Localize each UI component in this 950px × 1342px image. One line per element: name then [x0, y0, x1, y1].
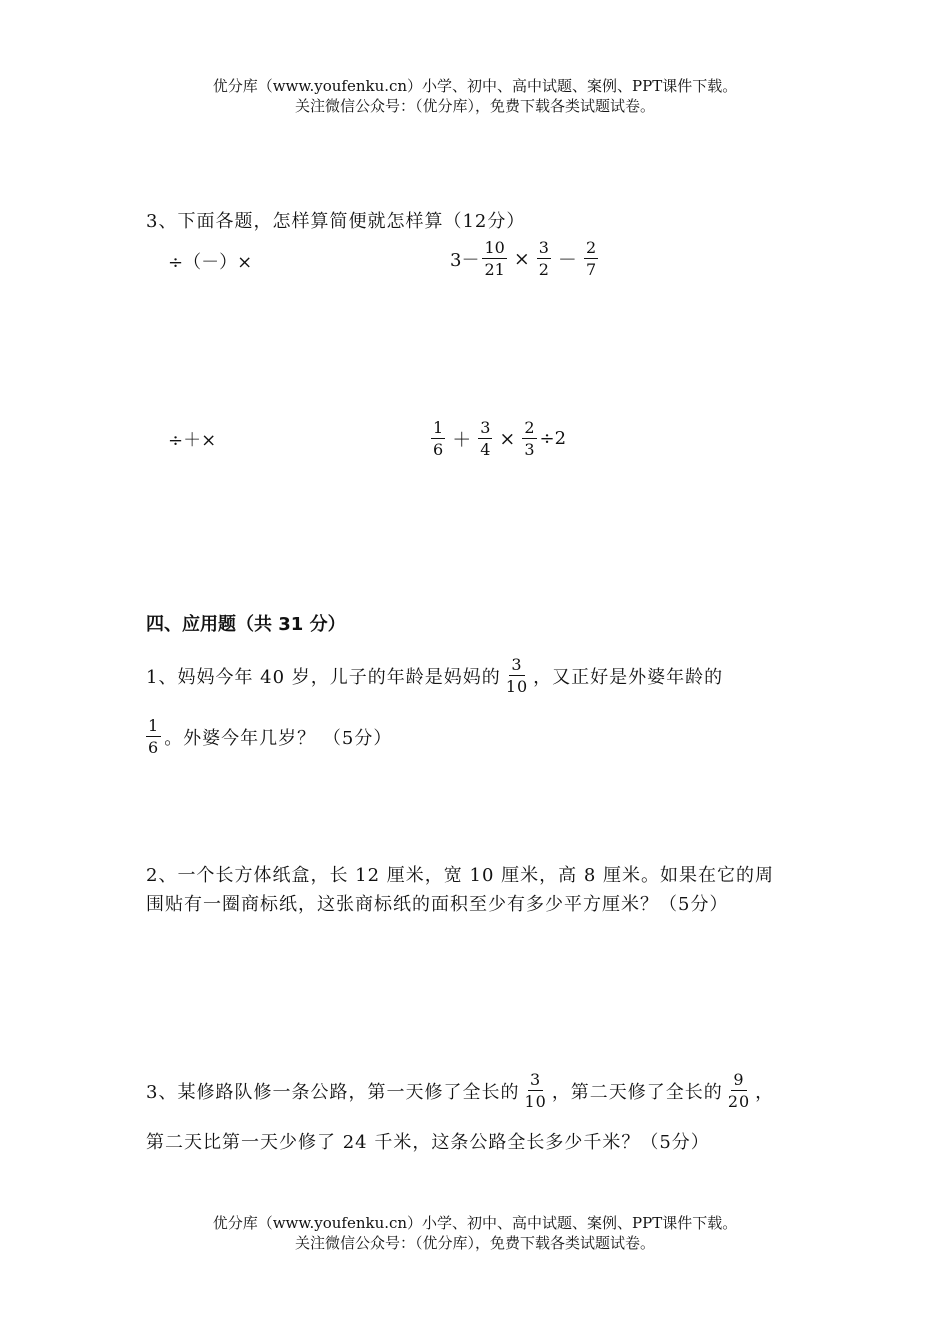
fraction: $\frac{3}{4}$ — [480, 418, 491, 459]
question-2-line-1: 2、一个长方体纸盒，长 12 厘米，宽 10 厘米，高 8 厘米。如果在它的周 — [146, 865, 775, 886]
expression-4 — [428, 418, 566, 459]
fraction: $\frac{1}{6}$ — [433, 418, 444, 459]
fraction: $\frac{9}{20}$ — [727, 1070, 751, 1111]
expression-1: ÷（－）× — [168, 252, 253, 273]
fraction: $\frac{3}{2}$ — [538, 238, 549, 279]
expression-3: ÷＋× — [168, 430, 217, 451]
question-1-line-2: $\frac{1}{6}$ 。外婆今年几岁？ （5分） — [148, 716, 393, 757]
expression-2 — [450, 238, 601, 279]
section3-title: 3、下面各题，怎样算简便就怎样算（12分） — [146, 211, 526, 232]
fraction: $\frac{2}{3}$ — [524, 418, 535, 459]
fraction: $\frac{10}{21}$ — [484, 238, 505, 279]
expr4-tail: ÷2 — [539, 428, 567, 449]
header-line-1: 优分库（www.youfenku.cn）小学、初中、高中试题、案例、PPT课件下载。 — [212, 77, 738, 95]
question-1-line-1: 1、妈妈今年 40 岁，儿子的年龄是妈妈的 $\frac{3}{10}$ ，又正好是外婆年龄的 — [146, 655, 724, 696]
expr2-lead: 3－ — [450, 249, 480, 271]
question-3-line-2: 第二天比第一天少修了 24 千米，这条公路全长多少千米？（5分） — [146, 1132, 710, 1153]
section4-title: 四、应用题（共 31 分） — [146, 614, 346, 635]
footer-line-2: 关注微信公众号：（优分库），免费下载各类试题试卷。 — [294, 1234, 655, 1252]
times-sign: × — [513, 247, 530, 270]
question-3-line-1: 3、某修路队修一条公路，第一天修了全长的 $\frac{3}{10}$ ，第二天修了全长的 $\frac{9}{20}$ ， — [146, 1070, 775, 1111]
fraction: $\frac{3}{10}$ — [505, 655, 529, 696]
minus-sign: － — [557, 249, 577, 271]
footer-line-1: 优分库（www.youfenku.cn）小学、初中、高中试题、案例、PPT课件下载。 — [212, 1214, 738, 1232]
fraction: $\frac{1}{6}$ — [148, 716, 160, 757]
header-line-2: 关注微信公众号：（优分库），免费下载各类试题试卷。 — [294, 97, 655, 115]
plus-sign: ＋ — [452, 429, 472, 451]
question-2-line-2: 围贴有一圈商标纸，这张商标纸的面积至少有多少平方厘米？（5分） — [146, 894, 729, 915]
fraction: $\frac{3}{10}$ — [524, 1070, 547, 1111]
fraction: $\frac{2}{7}$ — [585, 238, 597, 279]
times-sign: × — [499, 427, 516, 450]
